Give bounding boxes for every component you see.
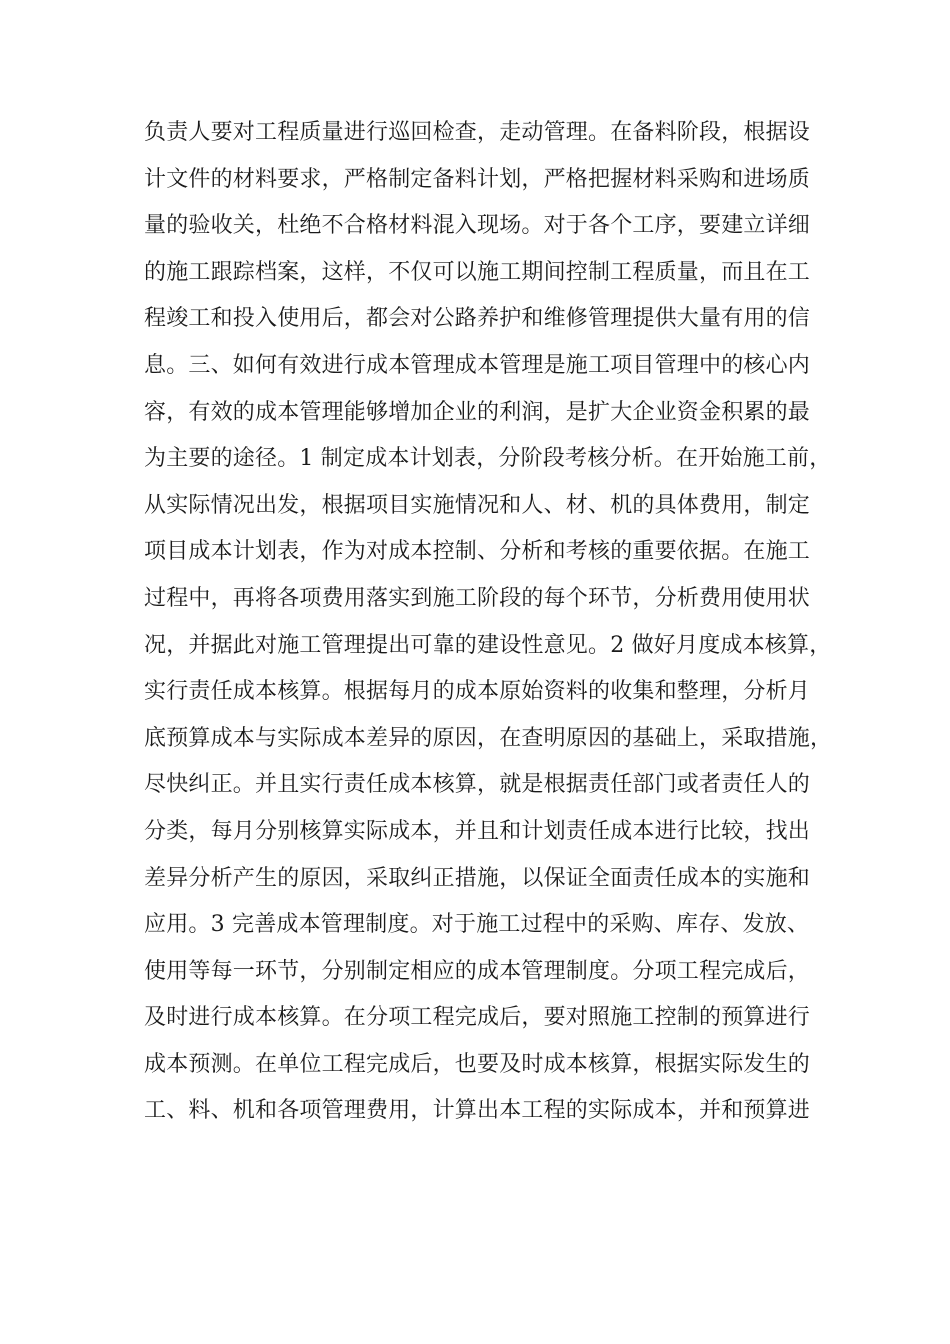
text-line: 容，有效的成本管理能够增加企业的利润，是扩大企业资金积累的最	[144, 399, 811, 425]
text-line: 使用等每一环节，分别制定相应的成本管理制度。分项工程完成后，	[144, 958, 811, 984]
text-line: 过程中，再将各项费用落实到施工阶段的每个环节，分析费用使用状	[144, 585, 811, 611]
text-line: 实行责任成本核算。根据每月的成本原始资料的收集和整理，分析月	[144, 679, 811, 705]
text-line: 项目成本计划表，作为对成本控制、分析和考核的重要依据。在施工	[144, 539, 811, 565]
text-line: 尽快纠正。并且实行责任成本核算，就是根据责任部门或者责任人的	[144, 772, 811, 798]
text-line: 况，并据此对施工管理提出可靠的建设性意见。2 做好月度成本核算，	[144, 632, 832, 658]
text-line: 底预算成本与实际成本差异的原因，在查明原因的基础上，采取措施，	[144, 725, 833, 751]
text-line: 负责人要对工程质量进行巡回检查，走动管理。在备料阶段，根据设	[144, 120, 811, 145]
text-line: 差异分析产生的原因，采取纠正措施，以保证全面责任成本的实施和	[144, 865, 811, 891]
text-line: 的施工跟踪档案，这样，不仅可以施工期间控制工程质量，而且在工	[144, 259, 811, 285]
text-line: 程竣工和投入使用后，都会对公路养护和维修管理提供大量有用的信	[144, 306, 811, 332]
text-line: 从实际情况出发，根据项目实施情况和人、材、机的具体费用，制定	[144, 492, 811, 518]
body-text	[144, 110, 834, 1135]
text-line: 成本预测。在单位工程完成后，也要及时成本核算，根据实际发生的	[144, 1051, 811, 1077]
text-line: 工、料、机和各项管理费用，计算出本工程的实际成本，并和预算进	[144, 1098, 811, 1124]
text-line: 量的验收关，杜绝不合格材料混入现场。对于各个工序，要建立详细	[144, 213, 811, 239]
text-line: 息。三、如何有效进行成本管理成本管理是施工项目管理中的核心内	[144, 352, 811, 378]
text-line: 应用。3 完善成本管理制度。对于施工过程中的采购、库存、发放、	[144, 912, 810, 938]
text-line: 为主要的途径。1 制定成本计划表，分阶段考核分析。在开始施工前，	[144, 446, 832, 472]
text-line: 分类，每月分别核算实际成本，并且和计划责任成本进行比较，找出	[144, 818, 811, 844]
text-line: 及时进行成本核算。在分项工程完成后，要对照施工控制的预算进行	[144, 1005, 811, 1031]
text-line: 计文件的材料要求，严格制定备料计划，严格把握材料采购和进场质	[144, 166, 811, 192]
